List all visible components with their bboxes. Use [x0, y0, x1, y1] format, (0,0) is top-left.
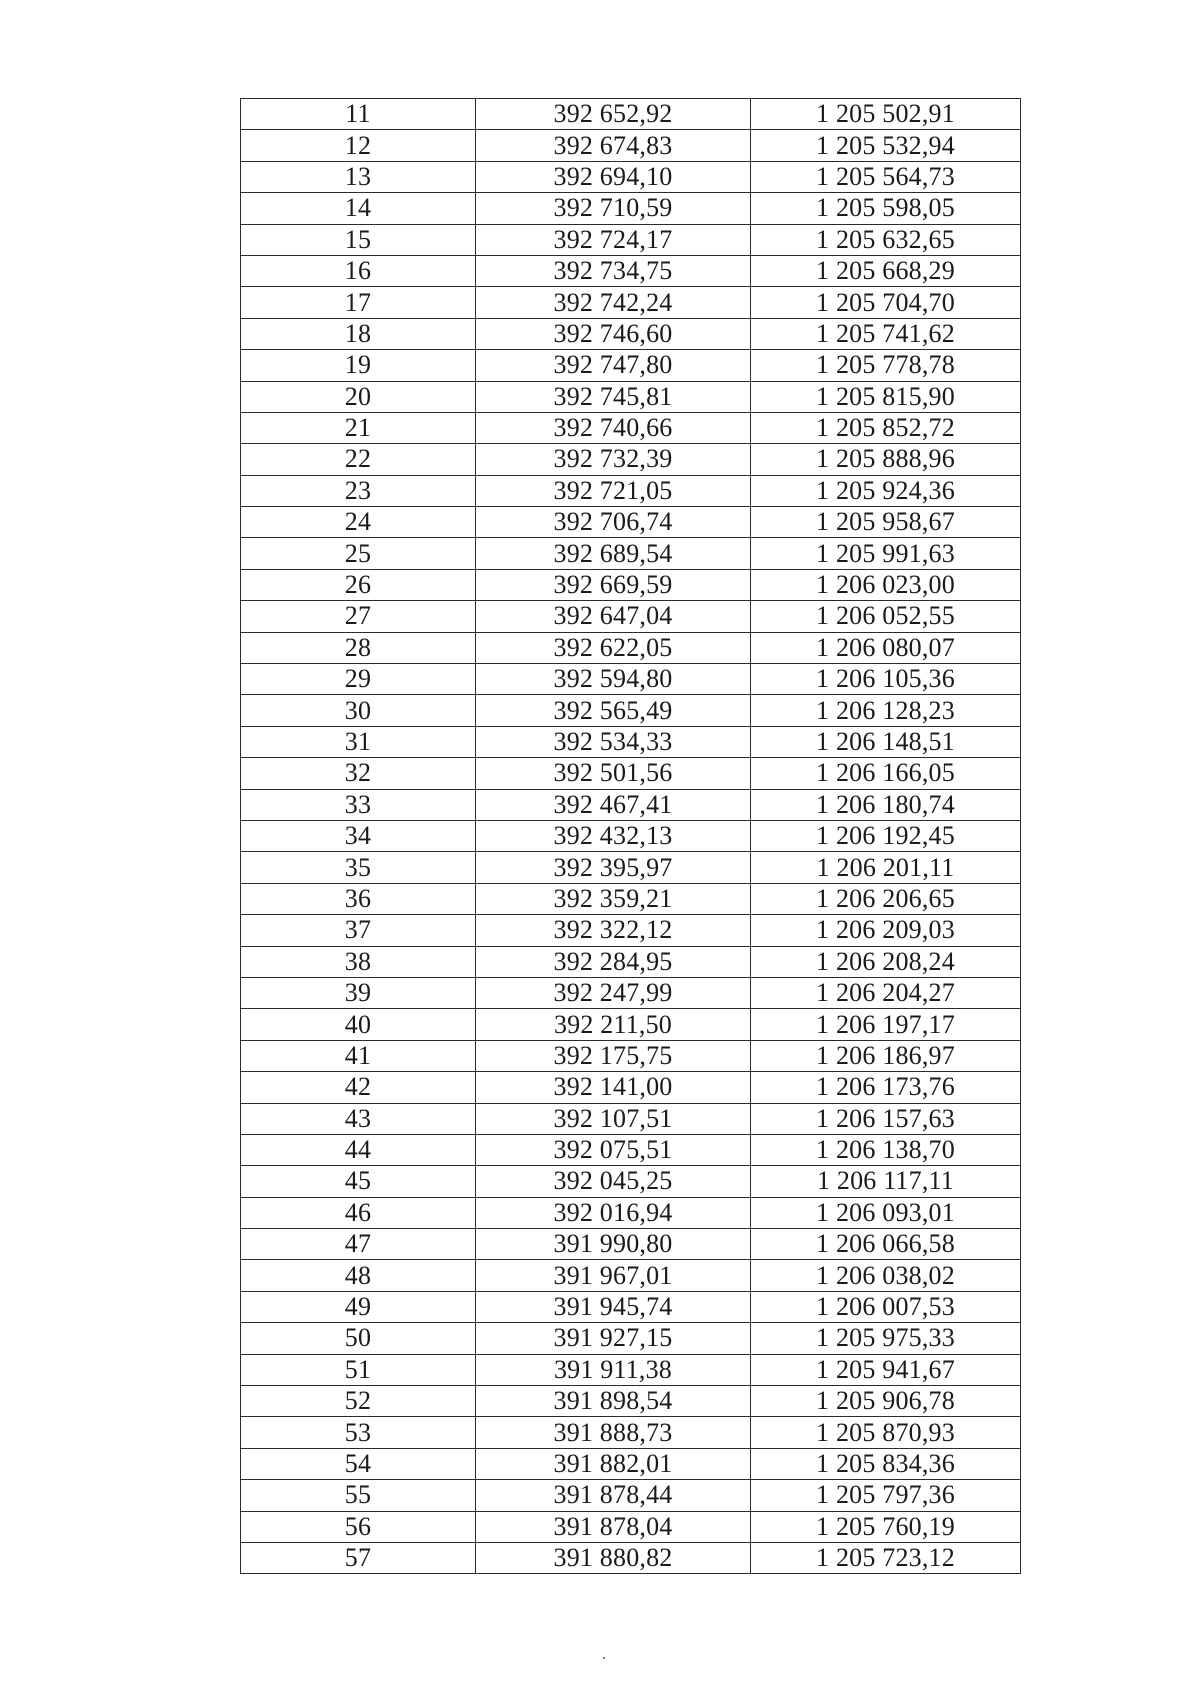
y-coordinate-cell: 1 205 564,73 [751, 161, 1021, 192]
point-number-cell: 37 [241, 915, 476, 946]
point-number-cell: 23 [241, 475, 476, 506]
table-row [241, 99, 1021, 130]
y-coordinate-cell: 1 205 815,90 [751, 381, 1021, 412]
point-number-cell: 13 [241, 161, 476, 192]
table-row [241, 946, 1021, 977]
point-number-cell: 15 [241, 224, 476, 255]
table-row [241, 820, 1021, 851]
x-coordinate-cell: 392 594,80 [476, 664, 751, 695]
y-coordinate-cell: 1 206 066,58 [751, 1229, 1021, 1260]
point-number-cell: 16 [241, 255, 476, 286]
x-coordinate-cell: 392 710,59 [476, 193, 751, 224]
table-row [241, 915, 1021, 946]
point-number-cell: 33 [241, 789, 476, 820]
table-row [241, 726, 1021, 757]
y-coordinate-cell: 1 206 204,27 [751, 977, 1021, 1008]
y-coordinate-cell: 1 206 166,05 [751, 758, 1021, 789]
x-coordinate-cell: 392 746,60 [476, 318, 751, 349]
table-row [241, 601, 1021, 632]
point-number-cell: 43 [241, 1103, 476, 1134]
x-coordinate-cell: 392 689,54 [476, 538, 751, 569]
table-row [241, 1511, 1021, 1542]
table-row [241, 412, 1021, 443]
table-row [241, 632, 1021, 663]
table-row [241, 1542, 1021, 1573]
table-row [241, 1166, 1021, 1197]
point-number-cell: 41 [241, 1040, 476, 1071]
y-coordinate-cell: 1 205 797,36 [751, 1480, 1021, 1511]
point-number-cell: 39 [241, 977, 476, 1008]
y-coordinate-cell: 1 206 093,01 [751, 1197, 1021, 1228]
x-coordinate-cell: 392 284,95 [476, 946, 751, 977]
table-row [241, 977, 1021, 1008]
point-number-cell: 36 [241, 883, 476, 914]
y-coordinate-cell: 1 205 704,70 [751, 287, 1021, 318]
table-row [241, 1386, 1021, 1417]
x-coordinate-cell: 392 247,99 [476, 977, 751, 1008]
table-row [241, 381, 1021, 412]
table-row [241, 1072, 1021, 1103]
x-coordinate-cell: 391 945,74 [476, 1291, 751, 1322]
x-coordinate-cell: 392 652,92 [476, 99, 751, 130]
point-number-cell: 27 [241, 601, 476, 632]
table-row [241, 852, 1021, 883]
x-coordinate-cell: 392 395,97 [476, 852, 751, 883]
y-coordinate-cell: 1 206 173,76 [751, 1072, 1021, 1103]
table-row [241, 695, 1021, 726]
table-row [241, 1229, 1021, 1260]
point-number-cell: 40 [241, 1009, 476, 1040]
x-coordinate-cell: 392 175,75 [476, 1040, 751, 1071]
y-coordinate-cell: 1 206 197,17 [751, 1009, 1021, 1040]
table-row [241, 224, 1021, 255]
coordinates-table-body [241, 99, 1021, 1574]
y-coordinate-cell: 1 205 632,65 [751, 224, 1021, 255]
x-coordinate-cell: 392 732,39 [476, 444, 751, 475]
y-coordinate-cell: 1 205 741,62 [751, 318, 1021, 349]
point-number-cell: 47 [241, 1229, 476, 1260]
y-coordinate-cell: 1 206 105,36 [751, 664, 1021, 695]
y-coordinate-cell: 1 205 870,93 [751, 1417, 1021, 1448]
x-coordinate-cell: 392 669,59 [476, 569, 751, 600]
table-row [241, 789, 1021, 820]
y-coordinate-cell: 1 206 080,07 [751, 632, 1021, 663]
point-number-cell: 21 [241, 412, 476, 443]
x-coordinate-cell: 392 534,33 [476, 726, 751, 757]
y-coordinate-cell: 1 205 760,19 [751, 1511, 1021, 1542]
point-number-cell: 53 [241, 1417, 476, 1448]
table-row [241, 538, 1021, 569]
y-coordinate-cell: 1 205 924,36 [751, 475, 1021, 506]
table-row [241, 161, 1021, 192]
y-coordinate-cell: 1 206 023,00 [751, 569, 1021, 600]
y-coordinate-cell: 1 205 941,67 [751, 1354, 1021, 1385]
x-coordinate-cell: 392 694,10 [476, 161, 751, 192]
table-row [241, 193, 1021, 224]
x-coordinate-cell: 392 016,94 [476, 1197, 751, 1228]
coordinates-table [240, 98, 1021, 1574]
y-coordinate-cell: 1 206 128,23 [751, 695, 1021, 726]
x-coordinate-cell: 391 967,01 [476, 1260, 751, 1291]
point-number-cell: 28 [241, 632, 476, 663]
point-number-cell: 35 [241, 852, 476, 883]
point-number-cell: 12 [241, 130, 476, 161]
point-number-cell: 29 [241, 664, 476, 695]
y-coordinate-cell: 1 206 192,45 [751, 820, 1021, 851]
y-coordinate-cell: 1 206 201,11 [751, 852, 1021, 883]
y-coordinate-cell: 1 205 852,72 [751, 412, 1021, 443]
table-row [241, 130, 1021, 161]
point-number-cell: 55 [241, 1480, 476, 1511]
x-coordinate-cell: 392 141,00 [476, 1072, 751, 1103]
x-coordinate-cell: 391 888,73 [476, 1417, 751, 1448]
point-number-cell: 18 [241, 318, 476, 349]
x-coordinate-cell: 392 706,74 [476, 507, 751, 538]
point-number-cell: 34 [241, 820, 476, 851]
table-row [241, 664, 1021, 695]
table-row [241, 507, 1021, 538]
point-number-cell: 57 [241, 1542, 476, 1573]
table-row [241, 444, 1021, 475]
x-coordinate-cell: 392 501,56 [476, 758, 751, 789]
x-coordinate-cell: 392 107,51 [476, 1103, 751, 1134]
point-number-cell: 20 [241, 381, 476, 412]
table-row [241, 255, 1021, 286]
x-coordinate-cell: 392 359,21 [476, 883, 751, 914]
x-coordinate-cell: 392 565,49 [476, 695, 751, 726]
table-row [241, 1291, 1021, 1322]
point-number-cell: 44 [241, 1134, 476, 1165]
x-coordinate-cell: 392 622,05 [476, 632, 751, 663]
point-number-cell: 49 [241, 1291, 476, 1322]
table-row [241, 1197, 1021, 1228]
x-coordinate-cell: 392 075,51 [476, 1134, 751, 1165]
y-coordinate-cell: 1 205 668,29 [751, 255, 1021, 286]
y-coordinate-cell: 1 206 117,11 [751, 1166, 1021, 1197]
point-number-cell: 45 [241, 1166, 476, 1197]
x-coordinate-cell: 391 878,04 [476, 1511, 751, 1542]
x-coordinate-cell: 392 724,17 [476, 224, 751, 255]
table-row [241, 1103, 1021, 1134]
y-coordinate-cell: 1 206 186,97 [751, 1040, 1021, 1071]
table-row [241, 1009, 1021, 1040]
table-row [241, 350, 1021, 381]
table-row [241, 1323, 1021, 1354]
x-coordinate-cell: 392 045,25 [476, 1166, 751, 1197]
y-coordinate-cell: 1 205 975,33 [751, 1323, 1021, 1354]
y-coordinate-cell: 1 206 157,63 [751, 1103, 1021, 1134]
point-number-cell: 54 [241, 1448, 476, 1479]
y-coordinate-cell: 1 206 206,65 [751, 883, 1021, 914]
y-coordinate-cell: 1 205 834,36 [751, 1448, 1021, 1479]
y-coordinate-cell: 1 205 502,91 [751, 99, 1021, 130]
x-coordinate-cell: 391 898,54 [476, 1386, 751, 1417]
table-row [241, 287, 1021, 318]
x-coordinate-cell: 391 911,38 [476, 1354, 751, 1385]
point-number-cell: 50 [241, 1323, 476, 1354]
table-row [241, 1448, 1021, 1479]
x-coordinate-cell: 392 734,75 [476, 255, 751, 286]
point-number-cell: 48 [241, 1260, 476, 1291]
table-row [241, 1480, 1021, 1511]
table-row [241, 318, 1021, 349]
y-coordinate-cell: 1 205 991,63 [751, 538, 1021, 569]
point-number-cell: 46 [241, 1197, 476, 1228]
point-number-cell: 25 [241, 538, 476, 569]
point-number-cell: 32 [241, 758, 476, 789]
x-coordinate-cell: 392 674,83 [476, 130, 751, 161]
x-coordinate-cell: 391 878,44 [476, 1480, 751, 1511]
point-number-cell: 51 [241, 1354, 476, 1385]
point-number-cell: 11 [241, 99, 476, 130]
y-coordinate-cell: 1 205 888,96 [751, 444, 1021, 475]
y-coordinate-cell: 1 206 007,53 [751, 1291, 1021, 1322]
table-row [241, 883, 1021, 914]
y-coordinate-cell: 1 206 208,24 [751, 946, 1021, 977]
y-coordinate-cell: 1 205 906,78 [751, 1386, 1021, 1417]
y-coordinate-cell: 1 205 778,78 [751, 350, 1021, 381]
table-row [241, 569, 1021, 600]
page-mark [603, 1657, 605, 1659]
table-row [241, 1260, 1021, 1291]
point-number-cell: 56 [241, 1511, 476, 1542]
y-coordinate-cell: 1 206 052,55 [751, 601, 1021, 632]
table-row [241, 1417, 1021, 1448]
table-row [241, 1040, 1021, 1071]
point-number-cell: 14 [241, 193, 476, 224]
point-number-cell: 31 [241, 726, 476, 757]
x-coordinate-cell: 392 322,12 [476, 915, 751, 946]
y-coordinate-cell: 1 205 532,94 [751, 130, 1021, 161]
point-number-cell: 19 [241, 350, 476, 381]
point-number-cell: 42 [241, 1072, 476, 1103]
x-coordinate-cell: 392 742,24 [476, 287, 751, 318]
x-coordinate-cell: 392 211,50 [476, 1009, 751, 1040]
x-coordinate-cell: 392 432,13 [476, 820, 751, 851]
table-row [241, 758, 1021, 789]
point-number-cell: 38 [241, 946, 476, 977]
y-coordinate-cell: 1 206 038,02 [751, 1260, 1021, 1291]
x-coordinate-cell: 392 647,04 [476, 601, 751, 632]
point-number-cell: 22 [241, 444, 476, 475]
y-coordinate-cell: 1 205 598,05 [751, 193, 1021, 224]
table-row [241, 475, 1021, 506]
x-coordinate-cell: 392 721,05 [476, 475, 751, 506]
x-coordinate-cell: 391 882,01 [476, 1448, 751, 1479]
x-coordinate-cell: 392 467,41 [476, 789, 751, 820]
point-number-cell: 52 [241, 1386, 476, 1417]
x-coordinate-cell: 391 990,80 [476, 1229, 751, 1260]
table-row [241, 1354, 1021, 1385]
point-number-cell: 26 [241, 569, 476, 600]
x-coordinate-cell: 392 745,81 [476, 381, 751, 412]
point-number-cell: 24 [241, 507, 476, 538]
y-coordinate-cell: 1 206 180,74 [751, 789, 1021, 820]
point-number-cell: 17 [241, 287, 476, 318]
y-coordinate-cell: 1 206 138,70 [751, 1134, 1021, 1165]
point-number-cell: 30 [241, 695, 476, 726]
y-coordinate-cell: 1 205 723,12 [751, 1542, 1021, 1573]
x-coordinate-cell: 392 740,66 [476, 412, 751, 443]
y-coordinate-cell: 1 206 209,03 [751, 915, 1021, 946]
y-coordinate-cell: 1 205 958,67 [751, 507, 1021, 538]
y-coordinate-cell: 1 206 148,51 [751, 726, 1021, 757]
table-row [241, 1134, 1021, 1165]
x-coordinate-cell: 391 927,15 [476, 1323, 751, 1354]
x-coordinate-cell: 392 747,80 [476, 350, 751, 381]
x-coordinate-cell: 391 880,82 [476, 1542, 751, 1573]
